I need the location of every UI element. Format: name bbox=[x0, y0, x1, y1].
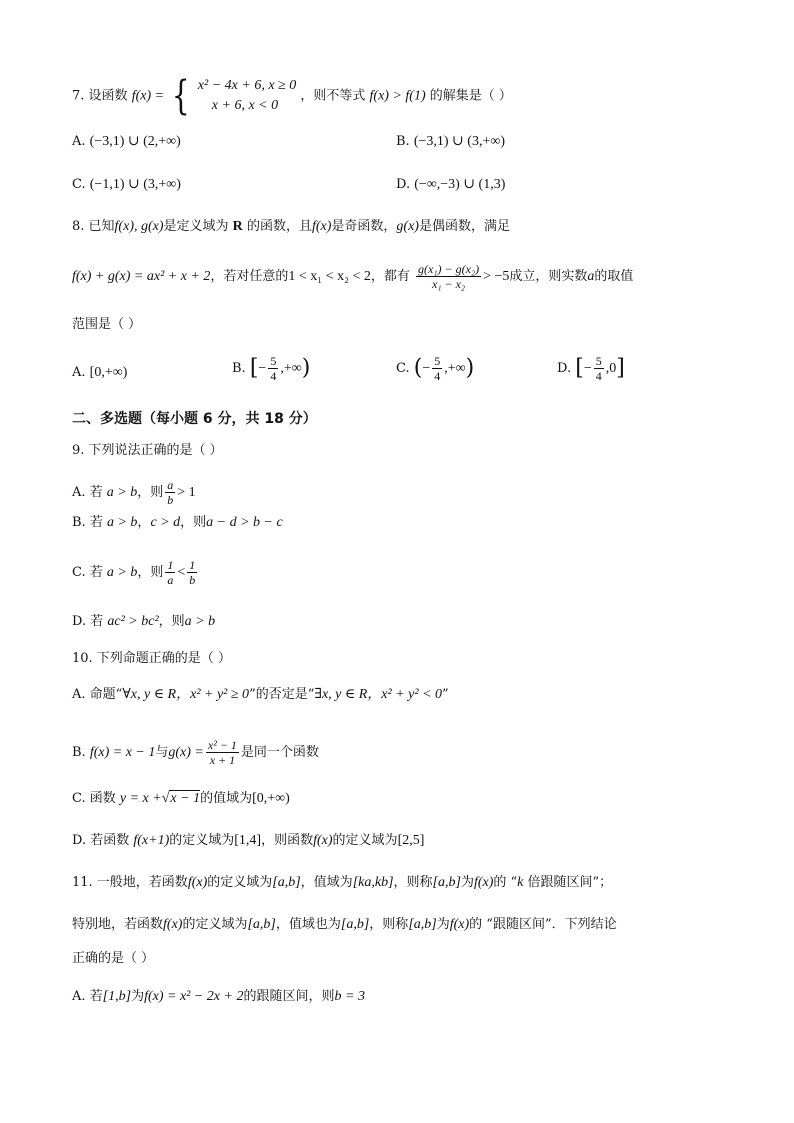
q8-math-gt: > −5 bbox=[483, 269, 510, 284]
q8-frac-num: g(x₁) − g(x₂) bbox=[418, 262, 480, 276]
q8-math-fg: f(x), g(x) bbox=[114, 219, 164, 234]
q8-c-minus: − bbox=[422, 361, 431, 376]
q10-a-m2: ∃x, y ∈ R，x² + y² < 0 bbox=[314, 687, 443, 702]
q9-option-a[interactable] bbox=[72, 478, 196, 507]
q7-b-label: B. bbox=[396, 134, 410, 149]
q8-d-den: 4 bbox=[595, 369, 602, 383]
q9-b-cond: a > b bbox=[106, 515, 138, 530]
q9-c-frac2 bbox=[187, 558, 197, 587]
q10-a-m1: ∀x, y ∈ R，x² + y² ≥ 0 bbox=[122, 687, 250, 702]
q11-m2e: f(x) bbox=[449, 917, 470, 932]
q7-c-label: C. bbox=[72, 177, 86, 192]
q10-d-m3: f(x) bbox=[313, 833, 333, 848]
q10-b-m2: g(x) = bbox=[168, 745, 204, 760]
q10-d-mid2: ，则函数 bbox=[261, 833, 314, 848]
q8-R: R bbox=[232, 219, 243, 234]
q8-b-post: ,+∞ bbox=[280, 361, 302, 376]
q10-d-label: D. 若函数 bbox=[72, 833, 130, 848]
q8-c-num: 5 bbox=[434, 354, 441, 368]
q10-a-end: ” bbox=[442, 687, 449, 702]
section-2-heading: 二、多选题（每小题 6 分，共 18 分） bbox=[72, 411, 317, 427]
q11-m2b: [a,b] bbox=[247, 917, 276, 932]
q8-c-den: 4 bbox=[434, 369, 441, 383]
q8-d-num: 5 bbox=[595, 354, 602, 368]
q8-b-rparen: ) bbox=[301, 355, 311, 381]
q7-brace: { bbox=[172, 73, 190, 119]
q9-b-mid: ，则 bbox=[180, 515, 207, 530]
q8-c-rparen: ) bbox=[465, 355, 475, 381]
q8-var-a: a bbox=[587, 269, 595, 284]
q11-t1c: ，值域为 bbox=[300, 875, 353, 890]
q9-c-cond: a > b bbox=[106, 565, 138, 580]
q11-t1d: ，则称 bbox=[393, 875, 433, 890]
q8-text-1e: 是偶函数，满足 bbox=[418, 219, 510, 234]
q11-t2c: ，值域也为 bbox=[275, 917, 341, 932]
q11-t2b: 的定义域为 bbox=[182, 917, 248, 932]
q8-line3: 范围是（ ） bbox=[72, 317, 142, 332]
q8-d-minus: − bbox=[583, 361, 592, 376]
q10-c-sqrt-sign: √ bbox=[161, 791, 170, 806]
q10-b-mid: 与 bbox=[155, 745, 169, 760]
q8-text-2c: 成立，则实数 bbox=[509, 269, 588, 284]
q7-case2: x + 6, x < 0 bbox=[211, 98, 279, 113]
q10-a-label: A. 命题“ bbox=[72, 687, 123, 702]
q8-option-a[interactable] bbox=[72, 364, 127, 382]
q9-b-cond2: c > d bbox=[150, 515, 181, 530]
q11-m2d: [a,b] bbox=[408, 917, 437, 932]
q8-option-b[interactable] bbox=[232, 354, 310, 383]
q9-d-cond: ac² > bc² bbox=[107, 614, 159, 629]
q8-d-label: D. bbox=[557, 361, 572, 376]
q10-c-m2: [0,+∞) bbox=[252, 791, 290, 806]
q11-a-m3: b = 3 bbox=[334, 989, 365, 1004]
q7-fx: f(x) = bbox=[131, 88, 165, 104]
q10-option-d[interactable] bbox=[72, 832, 424, 850]
q11-t1f: 的 “ bbox=[493, 875, 518, 890]
q9-a-label: A. 若 bbox=[72, 485, 103, 500]
q8-d-post: ,0 bbox=[605, 361, 617, 376]
q8-math-g: g(x) bbox=[396, 219, 419, 234]
q8-d-rbracket: ] bbox=[616, 355, 625, 381]
q11-k: k bbox=[517, 875, 524, 890]
q11-line3: 正确的是（ ） bbox=[72, 951, 155, 966]
q10-b-num: x² − 1 bbox=[207, 738, 237, 752]
q9-a-post: > 1 bbox=[177, 485, 196, 500]
q11-t2f: 的 “跟随区间”．下列结论 bbox=[469, 917, 617, 932]
q10-a-mid: ”的否定是“ bbox=[249, 687, 315, 702]
q10-c-mid: 的值域为 bbox=[200, 791, 253, 806]
q8-math-sum: f(x) + g(x) = ax² + x + 2 bbox=[72, 269, 211, 284]
q10-d-m2: [1,4] bbox=[234, 833, 262, 848]
q8-frac-den: x₁ − x₂ bbox=[432, 277, 466, 291]
q9-d-label: D. 若 bbox=[72, 614, 104, 629]
q8-c-post: ,+∞ bbox=[444, 361, 466, 376]
q8-b-den: 4 bbox=[270, 369, 277, 383]
q11-a-m1: [1,b] bbox=[102, 989, 132, 1004]
q8-b-num: 5 bbox=[270, 354, 277, 368]
q8-d-frac bbox=[594, 354, 604, 383]
q10-d-mid3: 的定义域为 bbox=[332, 833, 398, 848]
q8-fraction bbox=[416, 262, 481, 291]
q8-text-1d: 是奇函数， bbox=[331, 219, 397, 234]
q10-d-m1: f(x+1) bbox=[133, 833, 170, 848]
q8-b-label: B. bbox=[232, 361, 246, 376]
q10-d-m4: [2,5] bbox=[397, 833, 425, 848]
q9-option-c[interactable] bbox=[72, 558, 199, 587]
q8-text-2b: ，都有 bbox=[370, 269, 410, 284]
q9-a-den: b bbox=[167, 493, 174, 507]
q8-b-frac bbox=[268, 354, 278, 383]
q10-stem: 10. 下列命题正确的是（ ） bbox=[72, 651, 231, 666]
q9-b-sep: ， bbox=[137, 515, 151, 530]
q11-t2a: 特别地，若函数 bbox=[72, 917, 164, 932]
q9-a-frac bbox=[165, 478, 175, 507]
q9-c-n1: 1 bbox=[167, 558, 174, 572]
q10-b-label: B. bbox=[72, 745, 86, 760]
q7-tail2: 的解集是（ ） bbox=[429, 88, 512, 104]
q11-m1a: f(x) bbox=[187, 875, 208, 890]
q11-m1b: [a,b] bbox=[272, 875, 301, 890]
q9-option-d[interactable] bbox=[72, 613, 215, 631]
q9-b-res: a − d > b − c bbox=[206, 515, 283, 530]
q10-option-b[interactable] bbox=[72, 738, 319, 767]
q7-cases bbox=[198, 76, 296, 116]
q11-t1a: 11. 一般地，若函数 bbox=[72, 875, 188, 890]
q11-m2a: f(x) bbox=[163, 917, 183, 932]
q10-c-m1: y = x + bbox=[119, 791, 162, 806]
q8-text-1c: 的函数，且 bbox=[246, 219, 312, 234]
q8-math-f: f(x) bbox=[311, 219, 332, 234]
q8-a-value: [0,+∞) bbox=[89, 365, 128, 380]
q11-a-mid2: 的跟随区间，则 bbox=[243, 989, 335, 1004]
q11-t2e: 为 bbox=[436, 917, 450, 932]
q8-line2 bbox=[72, 262, 633, 291]
q10-d-mid: 的定义域为 bbox=[169, 833, 235, 848]
q11-m1c: [ka,kb] bbox=[352, 875, 394, 890]
q8-text-2d: 的取值 bbox=[594, 269, 634, 284]
q9-option-b[interactable] bbox=[72, 514, 283, 532]
q8-d-lbracket: [ bbox=[575, 355, 584, 381]
q11-a-mid: 为 bbox=[131, 989, 145, 1004]
q10-b-end: 是同一个函数 bbox=[240, 745, 319, 760]
q11-line1 bbox=[72, 874, 612, 892]
q10-option-c[interactable] bbox=[72, 790, 290, 808]
q11-t1b: 的定义域为 bbox=[207, 875, 273, 890]
q7-tail: ，则不等式 bbox=[300, 88, 366, 104]
q7-c-value: (−1,1) ∪ (3,+∞) bbox=[89, 177, 181, 192]
q7-case1: x² − 4x + 6, x ≥ 0 bbox=[197, 78, 297, 93]
q9-c-frac1 bbox=[165, 558, 175, 587]
q11-m1d: [a,b] bbox=[432, 875, 461, 890]
q11-t1g: 倍跟随区间”； bbox=[523, 875, 613, 890]
q7-d-label: D. bbox=[396, 177, 411, 192]
q8-b-minus: − bbox=[258, 361, 267, 376]
q7-stem-line bbox=[72, 73, 512, 119]
q10-b-den: x + 1 bbox=[209, 753, 236, 767]
q9-c-label: C. 若 bbox=[72, 565, 103, 580]
q7-option-b[interactable] bbox=[396, 133, 505, 151]
q7-d-value: (−∞,−3) ∪ (1,3) bbox=[414, 177, 506, 192]
q7-b-value: (−3,1) ∪ (3,+∞) bbox=[413, 134, 505, 149]
q11-a-m2: f(x) = x² − 2x + 2 bbox=[144, 989, 244, 1004]
q8-text-1a: 8. 已知 bbox=[72, 219, 115, 234]
q8-math-range: 1 < x₁ < x₂ < 2 bbox=[288, 269, 371, 284]
q11-option-a[interactable] bbox=[72, 988, 365, 1006]
q9-a-num: a bbox=[167, 478, 174, 492]
q7-ineq: f(x) > f(1) bbox=[369, 88, 426, 104]
q7-stem: 7. 设函数 bbox=[72, 88, 128, 104]
q9-c-n2: 1 bbox=[189, 558, 196, 572]
q7-a-label: A. bbox=[72, 134, 86, 149]
q11-a-label: A. 若 bbox=[72, 989, 103, 1004]
q7-option-d[interactable] bbox=[396, 176, 505, 194]
q8-c-frac bbox=[432, 354, 442, 383]
q9-d-mid: ，则 bbox=[158, 614, 185, 629]
q10-option-a[interactable] bbox=[72, 686, 449, 704]
q8-b-lbracket: [ bbox=[249, 355, 259, 381]
q9-b-label: B. 若 bbox=[72, 515, 103, 530]
q10-c-label: C. 函数 bbox=[72, 791, 116, 806]
q9-a-mid: ，则 bbox=[137, 485, 164, 500]
q10-b-m1: f(x) = x − 1 bbox=[89, 745, 156, 760]
q8-option-d[interactable] bbox=[557, 354, 625, 383]
q8-option-c[interactable] bbox=[396, 354, 474, 383]
q9-stem: 9. 下列说法正确的是（ ） bbox=[72, 443, 223, 458]
q11-m1e: f(x) bbox=[473, 875, 494, 890]
q7-option-a[interactable] bbox=[72, 133, 181, 151]
q9-c-op: < bbox=[177, 565, 186, 580]
q8-a-label: A. bbox=[72, 365, 86, 380]
q8-text-1b: 是定义域为 bbox=[163, 219, 229, 234]
q9-c-mid: ，则 bbox=[137, 565, 164, 580]
q10-c-sqrt: x − 1 bbox=[170, 791, 201, 806]
q7-option-c[interactable] bbox=[72, 176, 181, 194]
q11-line2 bbox=[72, 916, 617, 934]
q11-t2d: ，则称 bbox=[369, 917, 409, 932]
q8-c-lparen: ( bbox=[413, 355, 423, 381]
q8-c-label: C. bbox=[396, 361, 410, 376]
q7-a-value: (−3,1) ∪ (2,+∞) bbox=[89, 134, 181, 149]
q10-b-frac bbox=[206, 738, 239, 767]
q11-t1e: 为 bbox=[460, 875, 474, 890]
q9-d-res: a > b bbox=[184, 614, 216, 629]
q9-c-d2: b bbox=[189, 573, 196, 587]
q11-m2c: [a,b] bbox=[340, 917, 370, 932]
q8-text-2a: ，若对任意的 bbox=[210, 269, 289, 284]
q8-line1 bbox=[72, 218, 510, 236]
q9-c-d1: a bbox=[167, 573, 174, 587]
q9-a-cond: a > b bbox=[106, 485, 138, 500]
